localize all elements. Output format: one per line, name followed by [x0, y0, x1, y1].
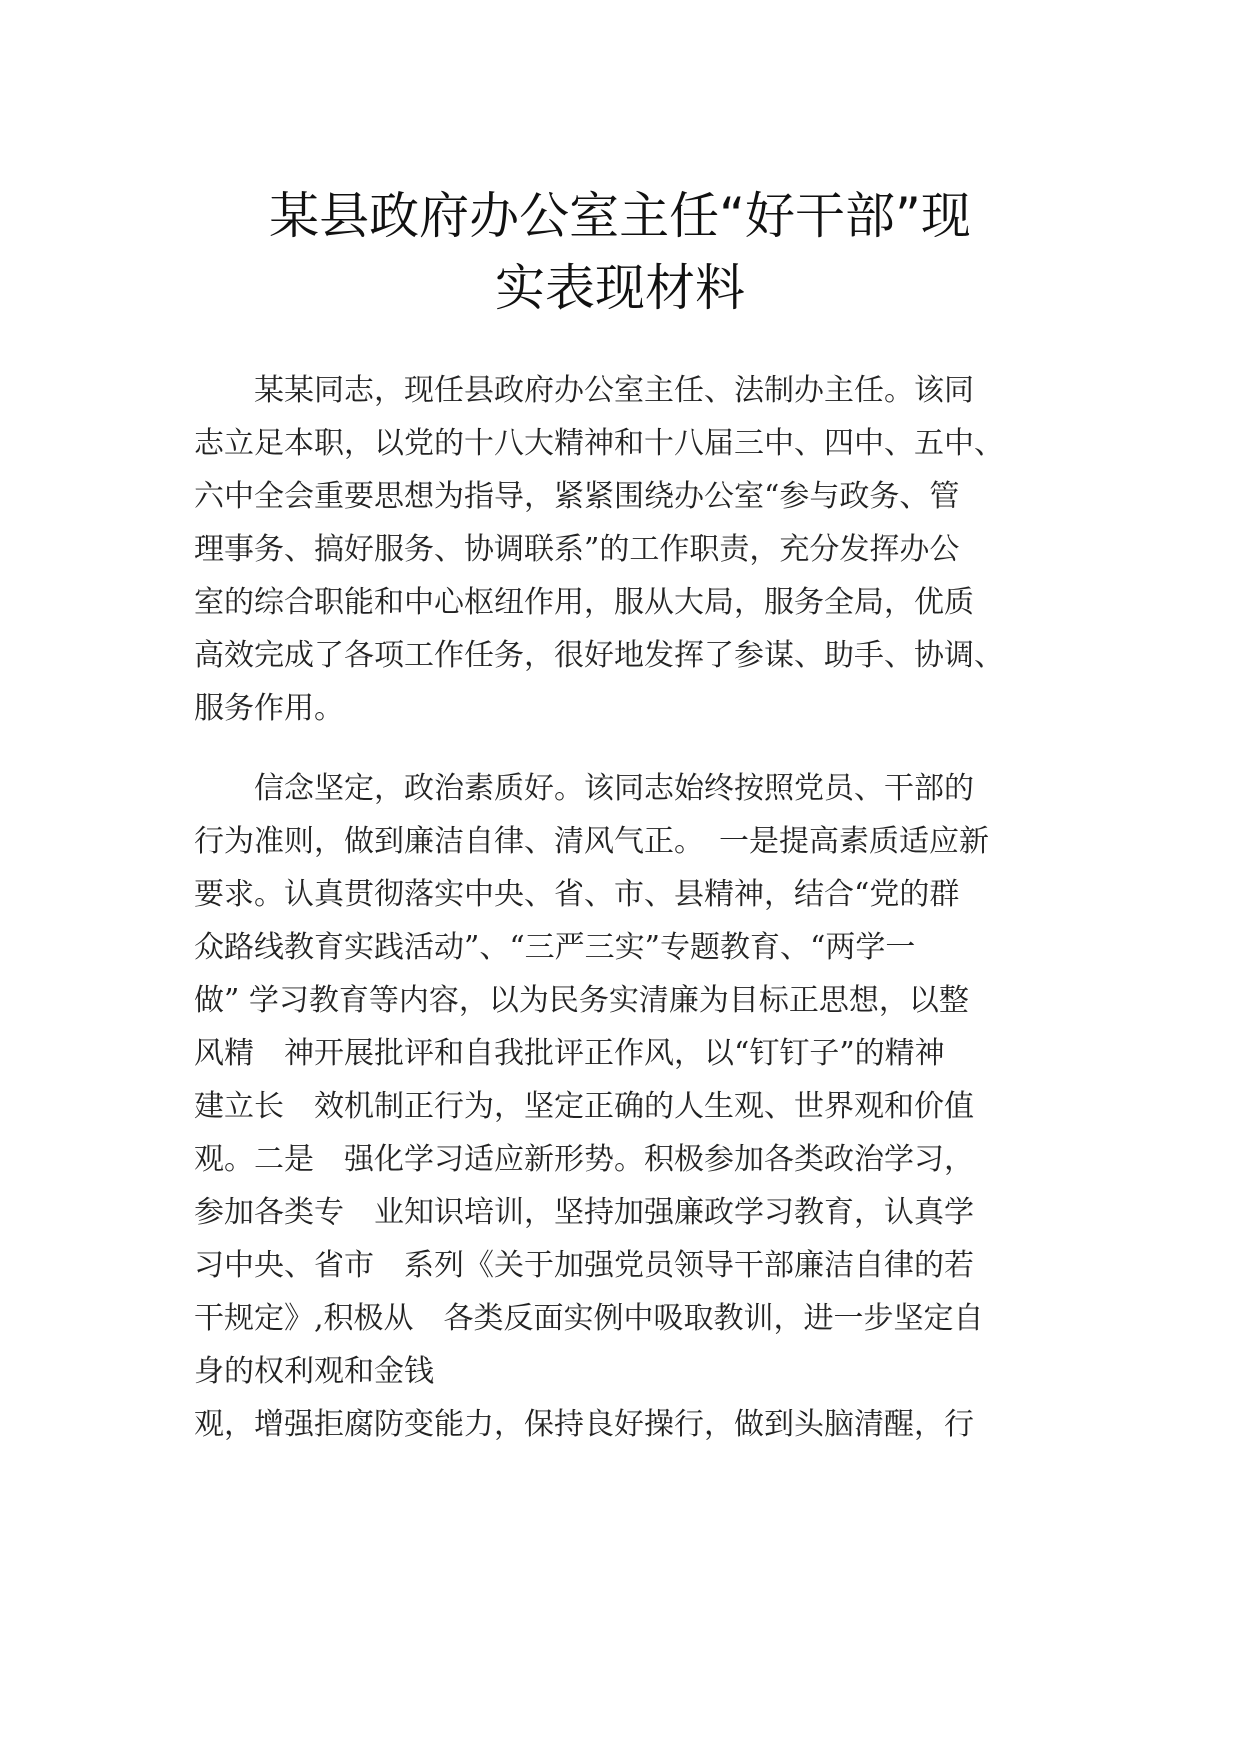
text-line: 室的综合职能和中心枢纽作用，服从大局，服务全局，优质 [194, 585, 974, 620]
text-line: 习中央、省市 系列《关于加强党员领导干部廉洁自律的若 [194, 1248, 974, 1283]
text-line: 众路线教育实践活动”、“三严三实”专题教育、“两学一 [194, 930, 916, 965]
paragraph-1 [194, 364, 1074, 735]
text-line: 观，增强拒腐防变能力，保持良好操行，做到头脑清醒，行 [194, 1407, 974, 1442]
text-line: 高效完成了各项工作任务，很好地发挥了参谋、助手、协调、 [194, 638, 1004, 673]
text-line: 参加各类专 业知识培训，坚持加强廉政学习教育，认真学 [194, 1195, 974, 1230]
text-line: 做” 学习教育等内容，以为民务实清廉为目标正思想，以整 [194, 983, 969, 1018]
text-line: 行为准则，做到廉洁自律、清风气正。 一是提高素质适应新 [194, 824, 989, 859]
text-line: 某某同志，现任县政府办公室主任、法制办主任。该同 [194, 373, 974, 408]
text-line: 干规定》,积极从 各类反面实例中吸取教训，进一步坚定自 [194, 1301, 984, 1336]
paragraph-2 [194, 762, 1074, 1451]
text-line: 观。二是 强化学习适应新形势。积极参加各类政治学习， [194, 1142, 974, 1177]
text-line: 六中全会重要思想为指导，紧紧围绕办公室“参与政务、管 [194, 479, 960, 514]
text-line: 要求。认真贯彻落实中央、省、市、县精神，结合“党的群 [194, 877, 960, 912]
title-line-1: 某县政府办公室主任“好干部”现 [269, 187, 971, 245]
text-line: 建立长 效机制正行为，坚定正确的人生观、世界观和价值 [194, 1089, 974, 1124]
text-line: 信念坚定，政治素质好。该同志始终按照党员、干部的 [194, 771, 974, 806]
text-line: 风精 神开展批评和自我批评正作风，以“钉钉子”的精神 [194, 1036, 945, 1071]
document-body [194, 364, 1074, 1451]
document-title [170, 180, 1070, 324]
text-line: 理事务、搞好服务、协调联系”的工作职责，充分发挥办公 [194, 532, 960, 567]
title-line-2: 实表现材料 [495, 259, 745, 317]
text-line: 服务作用。 [194, 691, 344, 726]
text-line: 身的权利观和金钱 [194, 1354, 434, 1389]
text-line: 志立足本职，以党的十八大精神和十八届三中、四中、五中、 [194, 426, 1004, 461]
paragraph-gap [194, 735, 1074, 762]
